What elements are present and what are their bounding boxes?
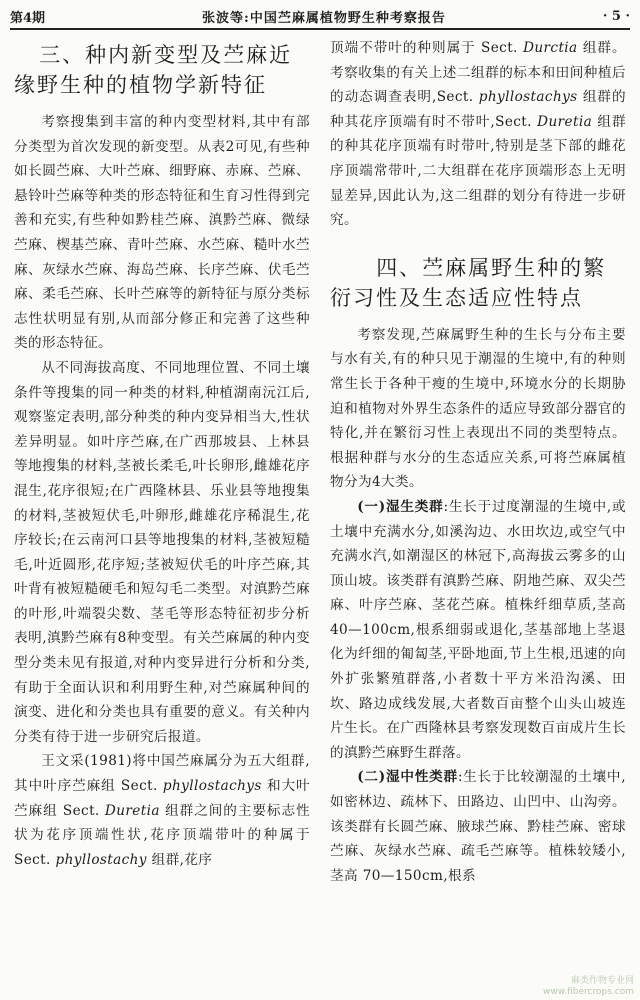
text-run: 王文采(1981)将中国苎麻属分为五大组群,其中叶序苎麻组 Sect. xyxy=(14,753,310,795)
left-column xyxy=(14,36,310,994)
section-4-heading: 四、苎麻属野生种的繁衍习性及生态适应性特点 xyxy=(330,255,607,310)
issue-number: 第4期 xyxy=(10,10,46,26)
running-header xyxy=(10,4,630,30)
taxon-name: Durctia xyxy=(523,40,578,56)
section-3-heading: 三、种内新变型及苎麻近缘野生种的植物学新特征 xyxy=(14,43,293,97)
subsection-heading: (一)湿生类群 xyxy=(357,498,444,515)
paragraph: 考察搜集到丰富的种内变型材料,其中有部分类型为首次发现的新变型。从表2可见,有些种如长圆苎麻、大叶苎麻、细野麻、赤麻、苎麻、悬铃叶苎麻等种类的形态特征和生育习性得到完善和充实,有些种如黔桂苎麻、滇黔苎麻、微绿苎麻、楔基苎麻、青叶苎麻、水苎麻、糙叶水苎麻、灰绿水苎麻、海岛苎麻、长序苎麻、伏毛苎麻、柔毛苎麻、长叶苎麻等的新特征与原分类标志性状明显有别,从而部分修正和完善了这些种类的形态特征。 xyxy=(14,114,310,352)
text-run: :生长于过度潮湿的生境中,或土壤中充满水分,如溪沟边、水田坎边,或空气中充满水汽,如潮湿区的林冠下,高海拔云雾多的山顶山坡。该类群有滇黔苎麻、阴地苎麻、双尖苎麻、叶序苎麻、茎花苎麻。植株纤细草质,茎高 40—100cm,根系细弱或退化,茎基部地上茎退化为纤细的匍匐茎,平卧地面,节上生根,迅速的向外扩张繁殖群落,小者数十平方米沿沟溪、田坎、路边成线发展,大者数百亩整个山头山坡连片生长。在广西隆林县考察发现数百亩成片生长的滇黔苎麻野生群落。 xyxy=(330,498,626,761)
paragraph xyxy=(330,495,626,766)
taxon-name: phyllostachys xyxy=(478,89,578,106)
text-run: :生长于比较潮湿的土壤中,如密林边、疏林下、田路边、山凹中、山沟旁。该类群有长圆苎麻、腋球苎麻、黔桂苎麻、密球苎麻、灰绿水苎麻、疏毛苎麻等。植株较矮小,茎高 70—150cm,根系 xyxy=(330,769,626,884)
text-run: 组群的种其花序顶端有时不带叶,Sect. xyxy=(330,89,626,130)
text-run: 组群。考察收集的有关上述二组群的标本和田间种植后的动态调查表明,Sect. xyxy=(330,40,626,106)
watermark-line: 麻类作物专业网 xyxy=(570,976,634,986)
subsection-heading: (二)湿中性类群 xyxy=(357,769,458,786)
running-title: 张波等:中国苎麻属植物野生种考察报告 xyxy=(202,10,446,26)
text-run: 组群的种其花序顶端有时带叶,特别是茎下部的雌花序顶端常带叶,二大组群在花序顶端形态上无明显差异,因此认为,这二组群的划分有待进一步研究。 xyxy=(330,113,626,229)
taxon-name: phyllostachys xyxy=(162,778,262,795)
watermark-url: www.fibercrops.com xyxy=(543,987,634,997)
site-watermark xyxy=(543,976,634,998)
page-number: · 5 · xyxy=(602,8,630,24)
text-run: 组群,花序 xyxy=(146,851,213,868)
paragraph xyxy=(330,36,626,233)
paragraph xyxy=(330,765,626,888)
right-column xyxy=(330,36,626,994)
taxon-name: Duretia xyxy=(537,113,593,130)
paragraph: 考察发现,苎麻属野生种的生长与分布主要与水有关,有的种只见于潮湿的生境中,有的种则常生长于各种干瘦的生境中,环境水分的长期胁迫和植物对外界生态条件的适应导致部分器官的特化,并在繁衍习性上表现出不同的类型特点。根据种群与水分的生态适应关系,可将苎麻属植物分为4大类。 xyxy=(330,326,626,491)
text-run: 顶端不带叶的种则属于 Sect. xyxy=(330,40,524,56)
paragraph: 从不同海拔高度、不同地理位置、不同土壤条件等搜集的同一种类的材料,种植湖南沅江后,观察鉴定表明,部分种类的种内变异相当大,性状差异明显。如叶序苎麻,在广西那坡县、上林县等地搜集的材料,茎被长柔毛,叶长卵形,雌雄花序混生,花序很短;在广西隆林县、乐业县等地搜集的材料,茎被短伏毛,叶卵形,雌雄花序稀混生,花序较长;在云南河口县等地搜集的材料,茎被短糙毛,叶近圆形,花序短;茎被短伏毛的叶序苎麻,其叶背有被短糙硬毛和短勾毛二类型。对滇黔苎麻的叶形,叶端裂尖数、茎毛等形态特征初步分析表明,滇黔苎麻有8种变型。有关苎麻属的种内变型分类未见有报道,对种内变异进行分析和分类,有助于全面认识和利用野生种,对苎麻属种间的演变、进化和分类也具有重要的意义。有关种内分类有待于进一步研究后报道。 xyxy=(14,359,310,745)
taxon-name: phyllostachy xyxy=(55,851,147,868)
paragraph xyxy=(14,749,310,872)
text-run: 和大叶苎麻组 Sect. xyxy=(14,778,310,819)
text-run: 组群之间的主要标志性状为花序顶端性状,花序顶端带叶的种属于 Sect. xyxy=(14,802,310,868)
taxon-name: Duretia xyxy=(104,802,160,819)
